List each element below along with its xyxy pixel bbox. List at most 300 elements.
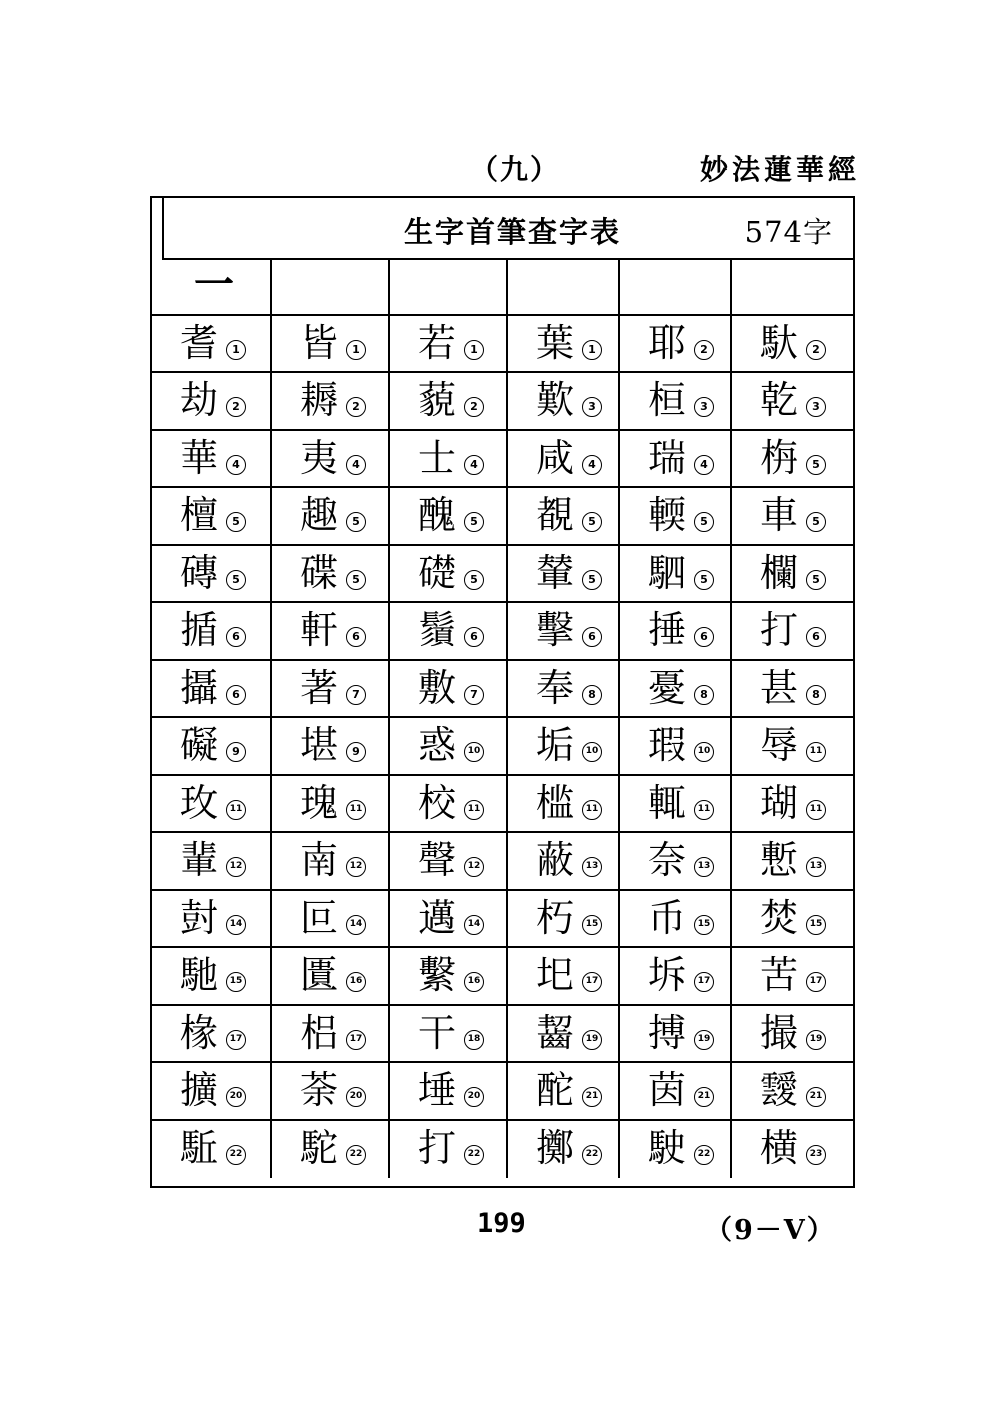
table-row — [152, 431, 853, 489]
stroke-count-badge: 14 — [464, 915, 484, 935]
table-cell — [390, 258, 508, 314]
table-cell — [508, 546, 620, 602]
character: 垢 — [536, 723, 575, 767]
table-row — [152, 833, 853, 891]
stroke-count-badge: 4 — [582, 455, 602, 475]
page-number: 199 — [477, 1208, 526, 1239]
stroke-count-badge: 11 — [226, 800, 246, 820]
stroke-count-badge: 5 — [582, 570, 602, 590]
stroke-count-badge: 7 — [346, 685, 366, 705]
table-cell — [390, 948, 508, 1004]
table-cell — [732, 488, 853, 544]
table-cell — [732, 776, 853, 832]
stroke-count-badge: 12 — [346, 857, 366, 877]
table-cell — [152, 661, 272, 717]
stroke-count-badge: 22 — [346, 1145, 366, 1165]
table-cell — [152, 833, 272, 889]
character: 士 — [418, 435, 457, 480]
stroke-count-badge: 21 — [582, 1087, 602, 1107]
table-cell — [620, 488, 732, 544]
table-cell — [732, 948, 853, 1004]
character: 擊 — [536, 608, 575, 652]
stroke-count-badge: 20 — [464, 1087, 484, 1107]
character: 覩 — [536, 493, 575, 537]
table-cell — [508, 833, 620, 889]
table-cell — [732, 546, 853, 602]
table-cell — [732, 316, 853, 372]
stroke-count-badge: 13 — [694, 857, 714, 877]
character: 焚 — [760, 895, 799, 940]
table-cell — [620, 661, 732, 717]
character: 擲 — [536, 1125, 575, 1170]
table-row — [152, 373, 853, 431]
table-cell — [732, 431, 853, 487]
character: 歎 — [536, 378, 575, 422]
character: 奉 — [536, 665, 575, 710]
stroke-count-badge: 1 — [464, 340, 484, 360]
table-cell — [272, 316, 390, 372]
table-title: 生字首筆查字表 — [404, 215, 622, 249]
character: 駛 — [648, 1125, 687, 1170]
stroke-count-badge: 12 — [226, 857, 246, 877]
character: 打 — [418, 1125, 457, 1170]
table-row — [152, 488, 853, 546]
stroke-count-badge: 10 — [464, 742, 484, 762]
stroke-count-badge: 5 — [694, 512, 714, 532]
character: 玫 — [180, 780, 219, 825]
stroke-count-badge: 4 — [346, 455, 366, 475]
stroke-count-badge: 6 — [806, 627, 826, 647]
character: 耶 — [648, 320, 687, 365]
table-cell — [732, 258, 853, 314]
character: 揗 — [180, 608, 219, 652]
table-cell — [732, 833, 853, 889]
table-cell — [508, 1006, 620, 1062]
stroke-count-badge: 8 — [694, 685, 714, 705]
table-cell — [508, 891, 620, 947]
table-cell — [390, 431, 508, 487]
character: 茵 — [648, 1068, 687, 1112]
table-row — [152, 1121, 853, 1179]
table-cell — [732, 603, 853, 659]
stroke-count-badge: 5 — [464, 570, 484, 590]
stroke-count-badge: 2 — [346, 397, 366, 417]
character: 梠 — [300, 1010, 339, 1055]
character: 葉 — [536, 320, 575, 365]
table-cell — [272, 833, 390, 889]
character: 敷 — [418, 665, 457, 710]
table-cell — [390, 718, 508, 774]
character-table — [150, 196, 855, 1188]
stroke-count-badge: 8 — [806, 685, 826, 705]
character: 軒 — [300, 608, 339, 652]
character: 蔽 — [536, 838, 575, 882]
character: 捶 — [648, 608, 687, 652]
table-cell — [508, 1121, 620, 1179]
table-cell — [390, 1006, 508, 1062]
table-cell — [272, 373, 390, 429]
character: 華 — [180, 435, 219, 480]
stroke-count-badge: 5 — [806, 455, 826, 475]
stroke-count-badge: 3 — [694, 397, 714, 417]
table-cell — [272, 776, 390, 832]
table-cell — [620, 546, 732, 602]
table-cell — [732, 1006, 853, 1062]
table-cell — [390, 488, 508, 544]
stroke-count-badge: 11 — [694, 800, 714, 820]
table-cell — [508, 316, 620, 372]
table-cell — [152, 718, 272, 774]
table-cell — [620, 776, 732, 832]
table-row — [152, 891, 853, 949]
character: 撮 — [760, 1010, 799, 1055]
table-cell — [272, 546, 390, 602]
table-cell — [152, 1006, 272, 1062]
stroke-count-badge: 19 — [694, 1030, 714, 1050]
character: 耨 — [300, 378, 339, 422]
character: 礎 — [418, 550, 457, 595]
table-cell — [620, 891, 732, 947]
table-cell — [620, 833, 732, 889]
stroke-count-badge: 2 — [226, 397, 246, 417]
stroke-count-badge: 9 — [226, 742, 246, 762]
stroke-count-badge: 17 — [582, 972, 602, 992]
table-row — [152, 718, 853, 776]
table-cell — [508, 948, 620, 1004]
character: 栴 — [760, 435, 799, 480]
character: 苦 — [760, 953, 799, 997]
character: 桓 — [648, 378, 687, 422]
character: 藐 — [418, 378, 457, 422]
character: 馱 — [760, 320, 799, 365]
character: 駈 — [180, 1125, 219, 1170]
stroke-count-badge: 6 — [582, 627, 602, 647]
stroke-count-badge: 4 — [226, 455, 246, 475]
table-row — [152, 1063, 853, 1121]
table-cell — [732, 373, 853, 429]
book-title: 妙法蓮華經 — [700, 153, 861, 186]
table-cell — [390, 546, 508, 602]
table-row — [152, 1006, 853, 1064]
stroke-count-badge: 6 — [346, 627, 366, 647]
table-cell — [390, 891, 508, 947]
radical-label: 一 — [194, 261, 234, 308]
character: 夷 — [300, 435, 339, 480]
character: 堪 — [300, 723, 339, 767]
character: 皆 — [300, 320, 339, 365]
table-cell — [272, 603, 390, 659]
stroke-count-badge: 4 — [694, 455, 714, 475]
stroke-count-badge: 18 — [464, 1030, 484, 1050]
stroke-count-badge: 17 — [226, 1030, 246, 1050]
character: 慙 — [760, 838, 799, 882]
stroke-count-badge: 3 — [582, 397, 602, 417]
table-cell — [152, 431, 272, 487]
table-cell — [508, 373, 620, 429]
table-cell — [390, 1121, 508, 1179]
stroke-count-badge: 11 — [806, 742, 826, 762]
stroke-count-badge: 1 — [346, 340, 366, 360]
table-cell — [272, 661, 390, 717]
stroke-count-badge: 5 — [226, 512, 246, 532]
stroke-count-badge: 6 — [464, 627, 484, 647]
table-cell — [272, 1006, 390, 1062]
character: 若 — [418, 320, 457, 365]
stroke-count-badge: 17 — [694, 972, 714, 992]
character: 欄 — [760, 550, 799, 595]
table-cell — [508, 431, 620, 487]
table-cell — [620, 1121, 732, 1179]
table-cell — [620, 948, 732, 1004]
character: 邁 — [418, 895, 457, 940]
stroke-count-badge: 1 — [582, 340, 602, 360]
character: 搏 — [648, 1010, 687, 1055]
table-cell — [732, 1063, 853, 1119]
character: 瑰 — [300, 780, 339, 825]
stroke-count-badge: 19 — [582, 1030, 602, 1050]
character: 乾 — [760, 378, 799, 422]
stroke-count-badge: 21 — [694, 1087, 714, 1107]
stroke-count-badge: 2 — [806, 340, 826, 360]
table-cell — [620, 718, 732, 774]
stroke-count-badge: 23 — [806, 1145, 826, 1165]
character: 車 — [760, 493, 799, 537]
table-cell — [390, 373, 508, 429]
character: 齧 — [536, 1010, 575, 1055]
table-title-row — [162, 198, 853, 260]
table-row — [152, 546, 853, 604]
stroke-count-badge: 5 — [806, 570, 826, 590]
stroke-count-badge: 8 — [582, 685, 602, 705]
stroke-count-badge: 15 — [806, 915, 826, 935]
stroke-count-badge: 20 — [226, 1087, 246, 1107]
stroke-count-badge: 11 — [806, 800, 826, 820]
stroke-count-badge: 17 — [806, 972, 826, 992]
stroke-count-badge: 13 — [582, 857, 602, 877]
character: 瑞 — [648, 435, 687, 480]
character: 尌 — [180, 895, 219, 940]
character-grid — [152, 258, 853, 1186]
stroke-count-badge: 5 — [694, 570, 714, 590]
character: 輦 — [536, 550, 575, 595]
character-count: 574字 — [744, 215, 833, 249]
table-row — [152, 948, 853, 1006]
stroke-count-badge: 17 — [346, 1030, 366, 1050]
table-cell — [152, 373, 272, 429]
character: 叵 — [300, 895, 339, 940]
character: 圯 — [536, 953, 575, 997]
table-cell — [390, 603, 508, 659]
stroke-count-badge: 11 — [346, 800, 366, 820]
table-cell — [390, 833, 508, 889]
table-cell — [152, 258, 272, 314]
table-cell — [620, 373, 732, 429]
character: 靉 — [760, 1068, 799, 1112]
table-cell — [508, 488, 620, 544]
character: 磚 — [180, 550, 219, 595]
character: 輭 — [648, 493, 687, 537]
table-row — [152, 661, 853, 719]
stroke-count-badge: 22 — [582, 1145, 602, 1165]
character: 憂 — [648, 665, 687, 710]
character: 趣 — [300, 493, 339, 537]
table-row — [152, 776, 853, 834]
table-cell — [620, 258, 732, 314]
character: 干 — [418, 1010, 457, 1055]
stroke-count-badge: 15 — [694, 915, 714, 935]
character: 輒 — [648, 780, 687, 825]
stroke-count-badge: 20 — [346, 1087, 366, 1107]
character: 檀 — [180, 493, 219, 537]
character: 校 — [418, 780, 457, 825]
stroke-count-badge: 10 — [694, 742, 714, 762]
stroke-count-badge: 4 — [464, 455, 484, 475]
table-cell — [152, 316, 272, 372]
stroke-count-badge: 22 — [226, 1145, 246, 1165]
character: 聲 — [418, 838, 457, 882]
table-cell — [508, 258, 620, 314]
table-cell — [732, 891, 853, 947]
character: 瑚 — [760, 780, 799, 825]
stroke-count-badge: 5 — [582, 512, 602, 532]
table-cell — [272, 891, 390, 947]
character: 椽 — [180, 1010, 219, 1055]
stroke-count-badge: 5 — [346, 570, 366, 590]
stroke-count-badge: 19 — [806, 1030, 826, 1050]
stroke-count-badge: 15 — [582, 915, 602, 935]
table-cell — [620, 1006, 732, 1062]
stroke-count-badge: 21 — [806, 1087, 826, 1107]
character: 攝 — [180, 665, 219, 710]
table-cell — [272, 948, 390, 1004]
table-cell — [508, 718, 620, 774]
table-cell — [152, 891, 272, 947]
stroke-count-badge: 6 — [226, 627, 246, 647]
table-cell — [732, 718, 853, 774]
character: 瑕 — [648, 723, 687, 767]
table-cell — [620, 431, 732, 487]
character: 币 — [648, 895, 687, 940]
character: 醜 — [418, 493, 457, 537]
character: 坼 — [648, 953, 687, 997]
character: 礙 — [180, 723, 219, 767]
character: 荼 — [300, 1068, 339, 1112]
character: 輩 — [180, 838, 219, 882]
table-cell — [390, 316, 508, 372]
character: 槛 — [536, 780, 575, 825]
character: 碟 — [300, 550, 339, 595]
table-cell — [152, 546, 272, 602]
table-cell — [272, 488, 390, 544]
stroke-count-badge: 16 — [346, 972, 366, 992]
character: 著 — [300, 665, 339, 710]
stroke-count-badge: 2 — [464, 397, 484, 417]
character: 辱 — [760, 723, 799, 767]
stroke-count-badge: 16 — [464, 972, 484, 992]
table-cell — [732, 661, 853, 717]
stroke-count-badge: 7 — [464, 685, 484, 705]
table-cell — [620, 603, 732, 659]
table-row — [152, 316, 853, 374]
table-cell — [390, 776, 508, 832]
table-cell — [508, 1063, 620, 1119]
table-cell — [508, 603, 620, 659]
character: 横 — [760, 1125, 799, 1170]
table-cell — [152, 488, 272, 544]
table-cell — [152, 1063, 272, 1119]
stroke-count-badge: 6 — [694, 627, 714, 647]
table-cell — [152, 948, 272, 1004]
table-cell — [152, 1121, 272, 1179]
stroke-count-badge: 5 — [464, 512, 484, 532]
stroke-count-badge: 5 — [806, 512, 826, 532]
stroke-count-badge: 3 — [806, 397, 826, 417]
table-cell — [390, 1063, 508, 1119]
table-cell — [272, 718, 390, 774]
table-cell — [152, 776, 272, 832]
stroke-count-badge: 12 — [464, 857, 484, 877]
character: 打 — [760, 608, 799, 652]
character: 朽 — [536, 895, 575, 940]
character: 馳 — [180, 953, 219, 997]
character: 埵 — [418, 1068, 457, 1112]
table-cell — [620, 1063, 732, 1119]
character: 鬚 — [418, 608, 457, 652]
stroke-count-badge: 14 — [346, 915, 366, 935]
section-number: （九） — [470, 153, 561, 186]
table-cell — [272, 1063, 390, 1119]
table-cell — [508, 661, 620, 717]
character: 駝 — [300, 1125, 339, 1170]
stroke-count-badge: 6 — [226, 685, 246, 705]
stroke-count-badge: 2 — [694, 340, 714, 360]
stroke-count-badge: 1 — [226, 340, 246, 360]
table-cell — [272, 258, 390, 314]
character: 咸 — [536, 435, 575, 480]
stroke-count-badge: 5 — [346, 512, 366, 532]
character: 奈 — [648, 838, 687, 882]
table-cell — [620, 316, 732, 372]
table-cell — [390, 661, 508, 717]
stroke-count-badge: 11 — [582, 800, 602, 820]
character: 駟 — [648, 550, 687, 595]
stroke-count-badge: 15 — [226, 972, 246, 992]
table-cell — [732, 1121, 853, 1179]
volume-label: （9－V） — [705, 1215, 836, 1246]
table-cell — [272, 1121, 390, 1179]
character: 惑 — [418, 723, 457, 767]
stroke-count-badge: 10 — [582, 742, 602, 762]
character: 酡 — [536, 1068, 575, 1112]
table-cell — [272, 431, 390, 487]
stroke-count-badge: 22 — [464, 1145, 484, 1165]
character: 劫 — [180, 378, 219, 422]
radical-row — [152, 258, 853, 316]
table-cell — [508, 776, 620, 832]
stroke-count-badge: 5 — [226, 570, 246, 590]
character: 匱 — [300, 953, 339, 997]
stroke-count-badge: 13 — [806, 857, 826, 877]
table-cell — [152, 603, 272, 659]
character: 繫 — [418, 953, 457, 997]
stroke-count-badge: 11 — [464, 800, 484, 820]
character: 擴 — [180, 1068, 219, 1112]
stroke-count-badge: 22 — [694, 1145, 714, 1165]
stroke-count-badge: 9 — [346, 742, 366, 762]
table-row — [152, 603, 853, 661]
stroke-count-badge: 14 — [226, 915, 246, 935]
character: 南 — [300, 838, 339, 882]
